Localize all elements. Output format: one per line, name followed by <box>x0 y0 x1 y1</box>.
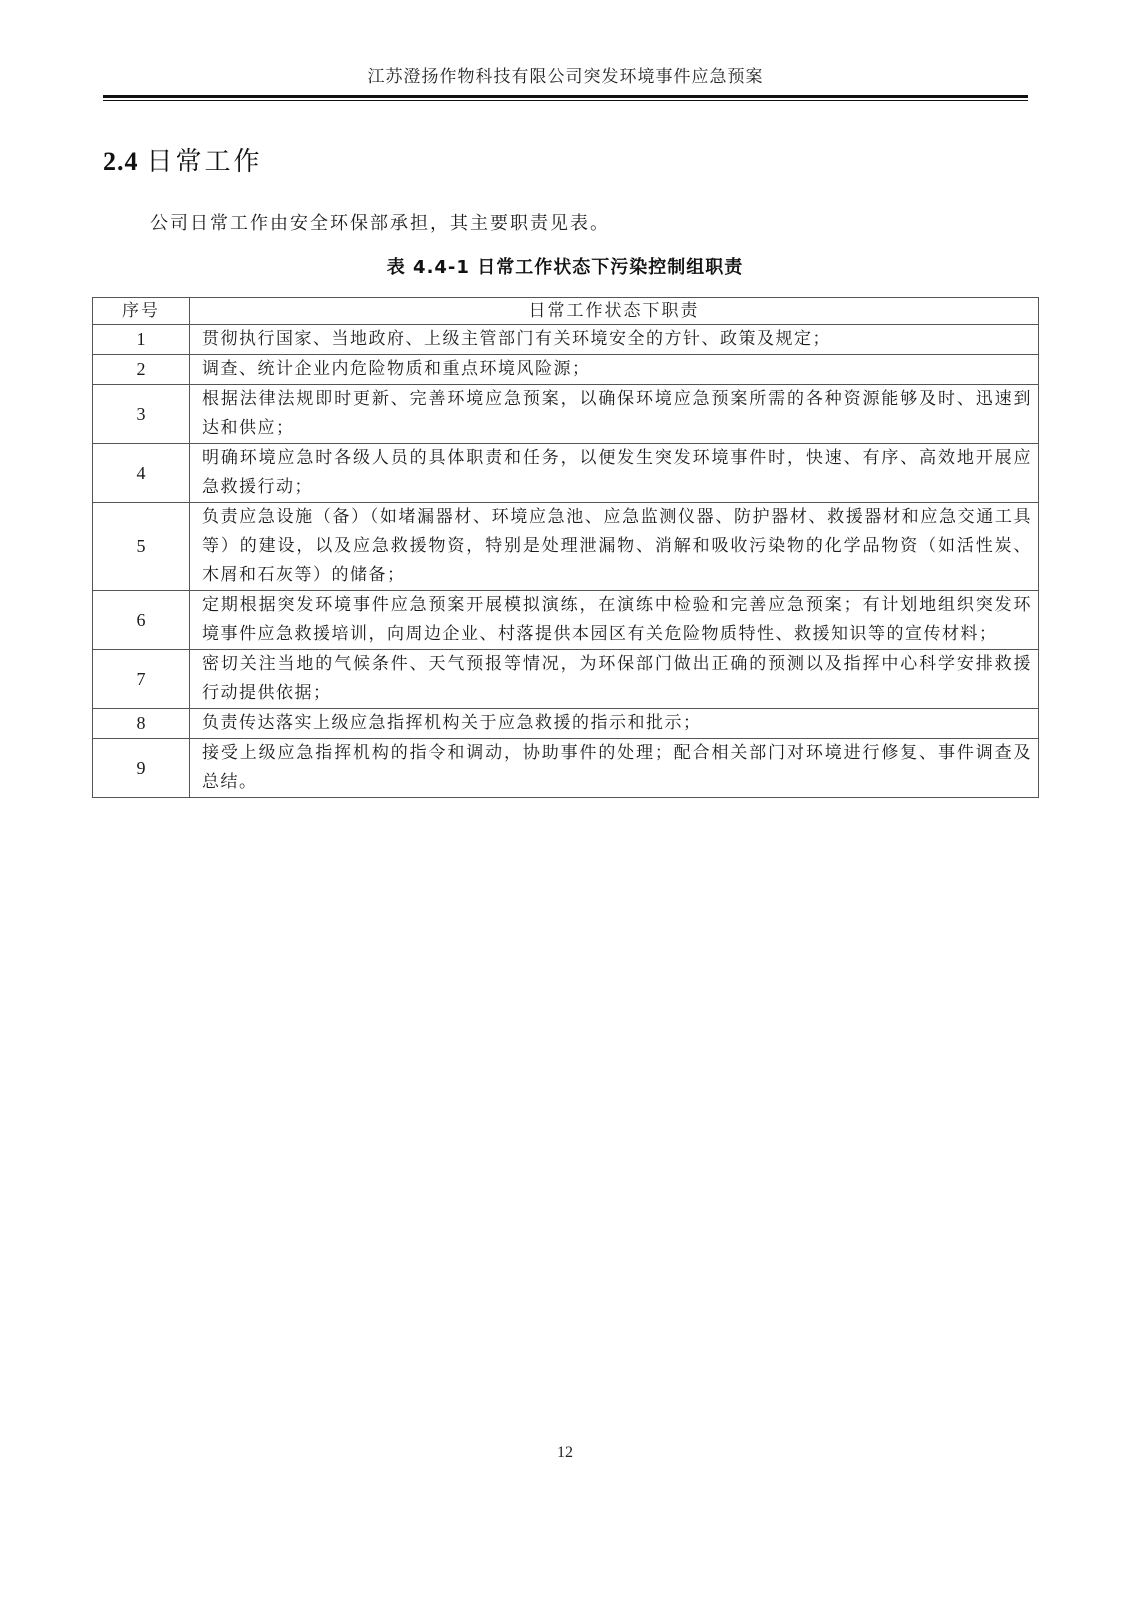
table-row <box>93 709 1039 739</box>
table-row <box>93 444 1039 503</box>
section-number: 2.4 <box>103 147 139 176</box>
table-row <box>93 591 1039 650</box>
row-seq: 6 <box>93 591 190 650</box>
row-seq: 2 <box>93 355 190 385</box>
row-duty: 根据法律法规即时更新、完善环境应急预案，以确保环境应急预案所需的各种资源能够及时、迅速到达和供应； <box>190 385 1039 444</box>
row-seq: 4 <box>93 444 190 503</box>
row-seq: 9 <box>93 739 190 798</box>
row-duty: 负责应急设施（备）（如堵漏器材、环境应急池、应急监测仪器、防护器材、救援器材和应急交通工具等）的建设，以及应急救援物资，特别是处理泄漏物、消解和吸收污染物的化学品物资（如活性炭、木屑和石灰等）的储备； <box>190 503 1039 591</box>
row-duty: 明确环境应急时各级人员的具体职责和任务，以便发生突发环境事件时，快速、有序、高效地开展应急救援行动； <box>190 444 1039 503</box>
row-seq: 1 <box>93 325 190 355</box>
column-header-duty: 日常工作状态下职责 <box>190 298 1039 325</box>
running-header: 江苏澄扬作物科技有限公司突发环境事件应急预案 <box>367 67 764 87</box>
table-row <box>93 650 1039 709</box>
table-row <box>93 503 1039 591</box>
table-row <box>93 325 1039 355</box>
table-caption: 表 4.4-1 日常工作状态下污染控制组职责 <box>386 257 744 278</box>
page-number: 12 <box>557 1444 573 1461</box>
duties-table <box>92 297 1039 798</box>
row-seq: 8 <box>93 709 190 739</box>
section-heading <box>103 141 263 178</box>
header-rule <box>103 95 1028 98</box>
row-duty: 调查、统计企业内危险物质和重点环境风险源； <box>190 355 1039 385</box>
row-duty: 定期根据突发环境事件应急预案开展模拟演练，在演练中检验和完善应急预案；有计划地组织突发环境事件应急救援培训，向周边企业、村落提供本园区有关危险物质特性、救援知识等的宣传材料； <box>190 591 1039 650</box>
column-header-seq: 序号 <box>93 298 190 325</box>
table-header-row <box>93 298 1039 325</box>
intro-paragraph: 公司日常工作由安全环保部承担，其主要职责见表。 <box>150 213 610 234</box>
row-seq: 7 <box>93 650 190 709</box>
table-row <box>93 355 1039 385</box>
row-duty: 密切关注当地的气候条件、天气预报等情况，为环保部门做出正确的预测以及指挥中心科学安排救援行动提供依据； <box>190 650 1039 709</box>
table-body <box>93 325 1039 798</box>
header-rule-thin <box>103 100 1028 101</box>
row-duty: 贯彻执行国家、当地政府、上级主管部门有关环境安全的方针、政策及规定； <box>190 325 1039 355</box>
section-title-text: 日常工作 <box>146 147 263 177</box>
table-row <box>93 385 1039 444</box>
row-duty: 接受上级应急指挥机构的指令和调动，协助事件的处理；配合相关部门对环境进行修复、事件调查及总结。 <box>190 739 1039 798</box>
table-row <box>93 739 1039 798</box>
row-seq: 3 <box>93 385 190 444</box>
row-seq: 5 <box>93 503 190 591</box>
row-duty: 负责传达落实上级应急指挥机构关于应急救援的指示和批示； <box>190 709 1039 739</box>
